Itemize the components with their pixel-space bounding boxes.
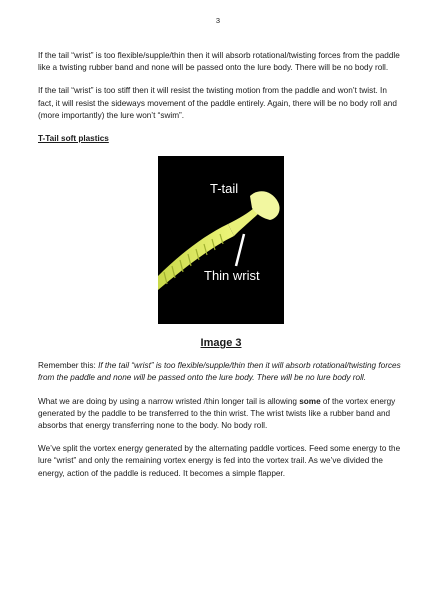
remember-lead: Remember this: [38,361,99,371]
image-caption: Image 3 [200,337,242,350]
paragraph-stiff-wrist: If the tail “wrist” is too stiff then it will resist the twisting motion from the paddle and won’t twist. In fact, it will resist the sideways movement of the paddle entirely. Again, there will be no body roll and (more importantly) the lure won’t “swim”. [38,86,397,120]
remember-quote: If the tail “wrist” is too flexible/supple/thin then it will absorb rotational/twisting forces from the paddle and none will be passed onto the lure body. There will be no lure body roll. [38,361,401,383]
t-tail-photo [158,156,284,324]
paragraph-vortex-split: We’ve split the vortex energy generated by the alternating paddle vortices. Feed some energy to the lure “wrist” and only the remaining vortex energy is fed into the vortex trail. As we’ve divided the energy, action of the paddle is reduced. It becomes a simple flapper. [38,444,401,478]
para4-before: What we are doing by using a narrow wristed /thin longer tail is allowing [38,396,300,406]
label-t-tail: T-tail [210,181,239,197]
paragraph-remember [38,360,404,384]
paragraph-flexible-wrist: If the tail “wrist” is too flexible/supple/thin then it will absorb rotational/twisting forces from the paddle like a twisting rubber band and none will be passed onto the lure body. There will be no body roll. [38,51,400,73]
paragraph-narrow-wrist [38,396,404,433]
para4-bold: some [299,396,321,406]
t-tail-illustration [158,156,284,324]
label-thin-wrist: Thin wrist [204,268,260,284]
page-number: 3 [215,16,221,25]
section-heading: T-Tail soft plastics [38,134,109,144]
pointer-line [236,234,244,266]
document-body [38,50,404,491]
para4-after: of the vortex energy generated by the paddle to be transferred to the thin wrist. The wrist twists like a rubber band and absorbs that energy transferring none to the body. No body roll. [38,396,396,431]
